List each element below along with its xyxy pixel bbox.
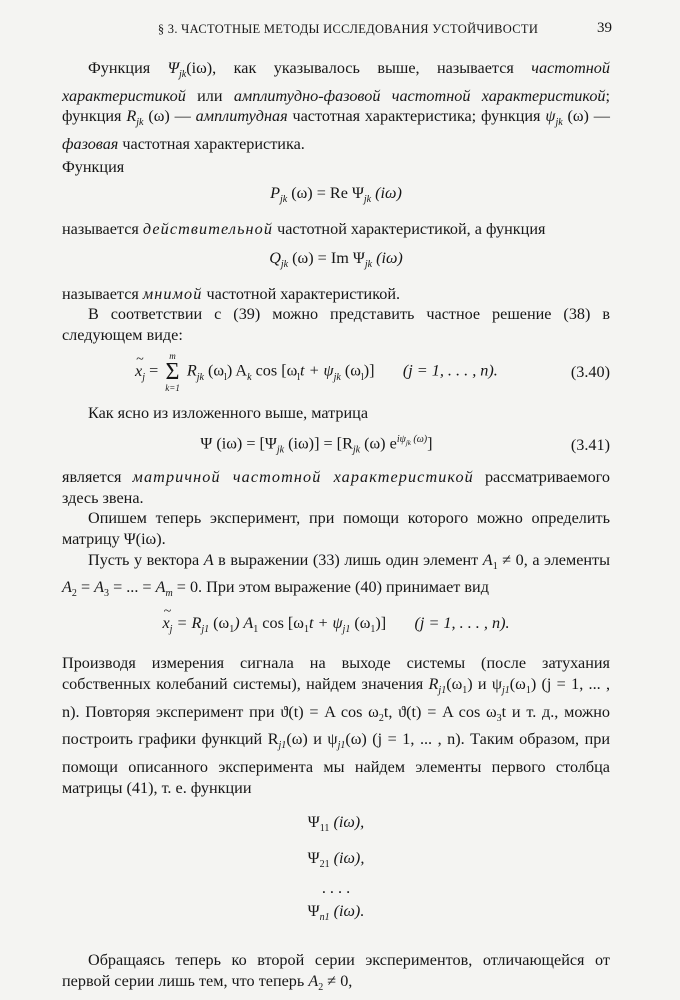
equation-3-41: Ψ $(i\omega) = [\Psi_{jk}$ $(i\omega)] = [R_{jk}$ (ω) $e^{i\psi_{jk} (\omega)}$] (3.41) bbox=[200, 434, 610, 456]
paragraph-measurement: Производя измерения сигнала на выходе системы (после затухания собственных колебаний системы), найдем значения $R_{j1}(\omega_1)$ и $\psi_{j1}(\omega_1) (j = 1$, ... , n). Повторяя эксперимент при ϑ(t) = A $\cos \omega_2t$, ϑ(t) = A $\cos \omega_3t$ и т. д., можно построить графики функций $R_{j1}(\omega)$ и $\psi_{j1}(\omega) (j = 1$, ... , n). Таким образом, при помощи описанного эксперимента мы найдем элементы первого столбца матрицы (41), т. е. функции bbox=[62, 654, 611, 797]
page-number: 39 bbox=[597, 20, 612, 36]
paragraph-vector-a: Пусть у вектора A в выражении (33) лишь один элемент $A_1 \ne 0$, а элементы $A_2 = A_3$ = ... = $A_m = 0$. При этом выражение (40) принимает вид bbox=[62, 550, 610, 600]
equation-column-list bbox=[62, 808, 610, 932]
paragraph-definitions: Функция $\Psi_{jk}(i\omega)$, как указывалось выше, называется частотной характеристикой или амплитудно-фазовой частотной характеристикой; функция $R_{jk}$ (ω) — амплитудная частотная характеристика; функция $\psi_{jk}$ (ω) — фазовая частотная характеристика. bbox=[62, 59, 611, 154]
page-body bbox=[62, 58, 610, 999]
paragraph-matrix-intro: Как ясно из изложенного выше, матрица bbox=[88, 404, 369, 423]
running-header: § 3. ЧАСТОТНЫЕ МЕТОДЫ ИССЛЕДОВАНИЯ УСТОЙЧИВОСТИ bbox=[157, 22, 539, 36]
column-entry: $\Psi_{21}$ (iω), bbox=[307, 848, 365, 870]
equation-3-40: ~ $x_j$ = m Σ k=1 $R_{jk}$ $(\omega_l)$ $A_k$ $\cos [\omega_lt + \psi_{jk}$ $(\omega_l)$] (j = 1, . . . , n). (3.40) bbox=[62, 351, 610, 393]
equation-number: (3.40) bbox=[570, 363, 610, 382]
paragraph-experiment: Опишем теперь эксперимент, при помощи которого можно определить матрицу Ψ(iω). bbox=[62, 509, 610, 549]
equation-imag-part: $Q_{jk}$ (ω) = Im $\Psi_{jk}$ (iω) bbox=[269, 248, 403, 271]
paragraph-matrix-def: является матричной частотной характеристикой рассматриваемого здесь звена. bbox=[62, 468, 610, 507]
paragraph-funktsiya: Функция bbox=[62, 157, 125, 176]
paragraph-real-def: называется действительной частотной характеристикой, а функция bbox=[62, 220, 546, 239]
paragraph-second-series: Обращаясь теперь ко второй серии экспериментов, отличающейся от первой серии лишь тем, что теперь $A_2 \ne 0$, bbox=[62, 951, 610, 993]
paragraph-imag-def: называется мнимой частотной характеристикой. bbox=[62, 284, 401, 303]
equation-real-part: $P_{jk}$ (ω) = Re $\Psi_{jk}$ (iω) bbox=[270, 184, 402, 206]
column-entry: $\Psi_{n1}$ (iω). bbox=[307, 901, 365, 924]
paragraph-particular-solution: В соответствии с (39) можно представить частное решение (38) в следующем виде: bbox=[62, 305, 610, 344]
column-dots: . . . . bbox=[321, 878, 351, 897]
column-entry: $\Psi_{11}$ (iω), bbox=[307, 813, 365, 835]
equation-single-input: ~ $x_j = R_{j1}$ $(\omega_1)$ $A_1$ $\cos [\omega_1t + \psi_{j1}$ $(\omega_1)$] (j = 1, . . . , n). bbox=[62, 613, 610, 641]
equation-number: (3.41) bbox=[570, 436, 610, 455]
summation-sign: m Σ k=1 bbox=[165, 351, 180, 394]
